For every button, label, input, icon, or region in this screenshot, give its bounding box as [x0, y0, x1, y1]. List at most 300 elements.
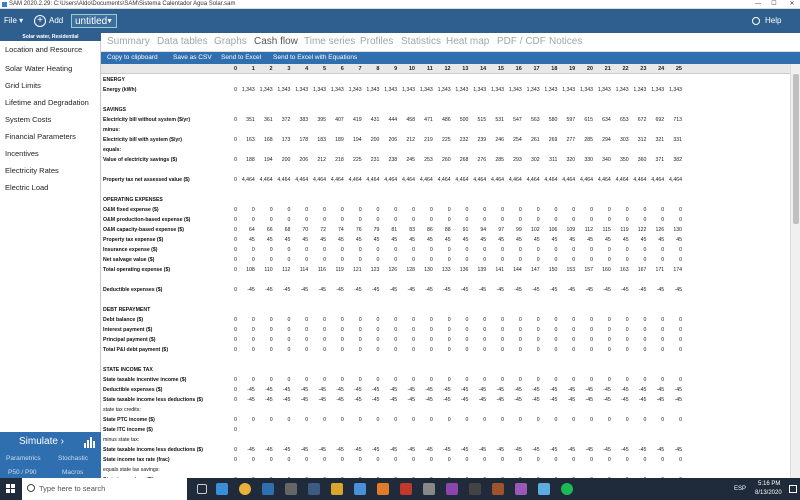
table-cell[interactable]: 0: [554, 217, 558, 223]
table-cell[interactable]: 99: [516, 227, 522, 233]
table-cell[interactable]: -45: [336, 287, 344, 293]
table-cell[interactable]: 45: [640, 237, 647, 243]
table-cell[interactable]: -45: [460, 287, 469, 293]
table-cell[interactable]: 4,464: [348, 177, 362, 183]
sidebar-item[interactable]: Lifetime and Degradation: [5, 98, 89, 107]
tab-summary[interactable]: Summary: [107, 36, 150, 47]
table-cell[interactable]: 0: [625, 377, 629, 383]
table-cell[interactable]: 486: [441, 117, 451, 123]
table-cell[interactable]: 0: [554, 327, 558, 333]
table-cell[interactable]: 0: [679, 257, 682, 263]
table-cell[interactable]: 0: [376, 327, 380, 333]
table-cell[interactable]: 4,464: [455, 177, 469, 183]
table-cell[interactable]: 0: [251, 247, 255, 253]
table-cell[interactable]: 0: [536, 217, 540, 223]
table-cell[interactable]: 0: [234, 217, 237, 223]
table-cell[interactable]: -45: [674, 287, 682, 293]
table-cell[interactable]: 0: [305, 217, 309, 223]
p50-p90-button[interactable]: P50 / P90: [8, 469, 37, 476]
table-cell[interactable]: 83: [409, 227, 415, 233]
table-cell[interactable]: 45: [551, 237, 558, 243]
table-cell[interactable]: 4,464: [419, 177, 433, 183]
table-cell[interactable]: 0: [269, 347, 273, 353]
table-cell[interactable]: 0: [590, 337, 593, 343]
app-icon-lightblue[interactable]: [538, 483, 550, 495]
app-icon-purple[interactable]: [446, 483, 458, 495]
table-cell[interactable]: 0: [269, 317, 273, 323]
table-cell[interactable]: -45: [300, 397, 309, 403]
table-cell[interactable]: 0: [661, 347, 665, 353]
table-cell[interactable]: -45: [407, 387, 415, 393]
table-cell[interactable]: 0: [234, 117, 237, 123]
table-cell[interactable]: 183: [317, 137, 326, 143]
table-cell[interactable]: 407: [335, 117, 344, 123]
table-cell[interactable]: 4,464: [241, 177, 255, 183]
table-cell[interactable]: 0: [447, 457, 451, 463]
table-cell[interactable]: 45: [302, 237, 309, 243]
table-cell[interactable]: 86: [427, 227, 433, 233]
table-cell[interactable]: 0: [429, 317, 433, 323]
table-cell[interactable]: 0: [661, 247, 665, 253]
table-cell[interactable]: 4,464: [402, 177, 415, 183]
table-cell[interactable]: 0: [465, 417, 469, 423]
table-cell[interactable]: 1,343: [419, 87, 433, 93]
table-cell[interactable]: 0: [234, 247, 237, 253]
table-cell[interactable]: 382: [673, 157, 682, 163]
table-cell[interactable]: 0: [376, 317, 380, 323]
table-cell[interactable]: 0: [661, 317, 665, 323]
task-view-icon[interactable]: [197, 484, 207, 494]
help-button[interactable]: Help: [765, 16, 782, 25]
table-cell[interactable]: 45: [391, 237, 398, 243]
table-cell[interactable]: 0: [590, 327, 593, 333]
table-cell[interactable]: 157: [584, 267, 593, 273]
table-cell[interactable]: -45: [656, 387, 665, 393]
table-cell[interactable]: 122: [637, 227, 647, 233]
table-cell[interactable]: 0: [376, 457, 380, 463]
table-cell[interactable]: 0: [429, 347, 433, 353]
table-cell[interactable]: 0: [483, 317, 487, 323]
table-cell[interactable]: 0: [590, 207, 593, 213]
table-cell[interactable]: 45: [658, 237, 665, 243]
table-cell[interactable]: -45: [389, 447, 398, 453]
table-cell[interactable]: -45: [265, 387, 273, 393]
table-cell[interactable]: -45: [585, 287, 593, 293]
table-cell[interactable]: -45: [318, 447, 326, 453]
table-cell[interactable]: -45: [282, 287, 291, 293]
table-cell[interactable]: 0: [394, 257, 398, 263]
table-cell[interactable]: 0: [323, 217, 326, 223]
table-cell[interactable]: 1,343: [241, 87, 255, 93]
table-cell[interactable]: 0: [340, 207, 344, 213]
table-cell[interactable]: 0: [625, 317, 629, 323]
table-cell[interactable]: 0: [412, 217, 415, 223]
table-cell[interactable]: 225: [352, 157, 362, 163]
stochastic-button[interactable]: Stochastic: [58, 455, 88, 462]
table-cell[interactable]: 108: [246, 267, 255, 273]
table-cell[interactable]: 126: [388, 267, 398, 273]
windows-start-icon[interactable]: [0, 478, 22, 500]
scrollbar-thumb[interactable]: [793, 74, 799, 224]
table-cell[interactable]: 0: [518, 337, 522, 343]
table-cell[interactable]: 0: [376, 217, 380, 223]
table-cell[interactable]: 0: [483, 327, 487, 333]
table-cell[interactable]: 0: [625, 327, 629, 333]
table-cell[interactable]: -45: [549, 387, 558, 393]
table-cell[interactable]: 285: [495, 157, 504, 163]
table-cell[interactable]: 0: [251, 377, 255, 383]
table-cell[interactable]: 261: [530, 137, 540, 143]
table-cell[interactable]: 4,464: [651, 177, 665, 183]
table-cell[interactable]: -45: [496, 447, 504, 453]
table-cell[interactable]: 0: [394, 377, 398, 383]
table-cell[interactable]: 168: [263, 137, 273, 143]
table-cell[interactable]: 114: [299, 267, 309, 273]
table-cell[interactable]: 1,343: [366, 87, 380, 93]
table-cell[interactable]: 163: [619, 267, 629, 273]
table-cell[interactable]: 1,343: [330, 87, 344, 93]
table-cell[interactable]: 0: [429, 457, 433, 463]
table-cell[interactable]: 395: [317, 117, 326, 123]
table-cell[interactable]: 4,464: [437, 177, 451, 183]
table-cell[interactable]: 0: [679, 457, 682, 463]
table-cell[interactable]: 0: [518, 217, 522, 223]
table-cell[interactable]: 0: [607, 377, 611, 383]
table-cell[interactable]: -45: [638, 397, 647, 403]
table-cell[interactable]: 1,343: [669, 87, 682, 93]
tab-profiles[interactable]: Profiles: [360, 36, 394, 47]
table-cell[interactable]: 0: [607, 417, 611, 423]
table-cell[interactable]: -45: [585, 387, 593, 393]
table-cell[interactable]: 0: [234, 87, 237, 93]
table-cell[interactable]: 0: [394, 317, 398, 323]
table-cell[interactable]: 0: [590, 377, 593, 383]
tab-notices[interactable]: Notices: [549, 36, 583, 47]
table-cell[interactable]: 0: [394, 417, 398, 423]
table-cell[interactable]: 4,464: [580, 177, 593, 183]
table-cell[interactable]: 0: [287, 327, 291, 333]
table-cell[interactable]: 0: [447, 217, 451, 223]
table-cell[interactable]: 0: [340, 337, 344, 343]
table-cell[interactable]: 361: [263, 117, 273, 123]
table-cell[interactable]: 0: [590, 257, 593, 263]
table-cell[interactable]: 0: [572, 247, 576, 253]
table-cell[interactable]: 294: [602, 137, 611, 143]
table-cell[interactable]: 0: [679, 217, 682, 223]
table-cell[interactable]: 0: [625, 247, 629, 253]
table-cell[interactable]: 133: [441, 267, 451, 273]
table-cell[interactable]: 371: [655, 157, 665, 163]
table-cell[interactable]: -45: [496, 387, 504, 393]
table-cell[interactable]: -45: [443, 447, 451, 453]
table-cell[interactable]: 128: [406, 267, 415, 273]
edge-icon[interactable]: [216, 483, 228, 495]
table-cell[interactable]: 254: [513, 137, 522, 143]
table-cell[interactable]: 0: [376, 247, 380, 253]
table-cell[interactable]: -45: [567, 387, 576, 393]
table-cell[interactable]: 0: [590, 347, 593, 353]
table-cell[interactable]: 0: [483, 417, 487, 423]
table-cell[interactable]: 0: [572, 207, 576, 213]
table-cell[interactable]: -45: [443, 287, 451, 293]
table-cell[interactable]: 0: [269, 377, 273, 383]
table-cell[interactable]: -45: [425, 397, 433, 403]
table-cell[interactable]: -45: [603, 287, 611, 293]
clock-time[interactable]: 5:16 PM: [758, 481, 781, 487]
table-cell[interactable]: 160: [602, 267, 611, 273]
tab-heat-map[interactable]: Heat map: [446, 36, 490, 47]
table-cell[interactable]: 45: [569, 237, 576, 243]
clock-date[interactable]: 8/13/2020: [755, 490, 782, 496]
table-cell[interactable]: 0: [536, 247, 540, 253]
table-cell[interactable]: -45: [567, 397, 576, 403]
steam-icon[interactable]: [308, 483, 320, 495]
table-cell[interactable]: 1,343: [651, 87, 665, 93]
table-cell[interactable]: 153: [566, 267, 576, 273]
table-cell[interactable]: 0: [554, 337, 558, 343]
table-cell[interactable]: 0: [323, 257, 326, 263]
table-cell[interactable]: 0: [251, 317, 255, 323]
table-cell[interactable]: -45: [532, 287, 540, 293]
table-cell[interactable]: 0: [625, 417, 629, 423]
table-cell[interactable]: 45: [320, 237, 326, 243]
table-cell[interactable]: 419: [352, 117, 362, 123]
table-cell[interactable]: 0: [554, 417, 558, 423]
table-cell[interactable]: -45: [585, 397, 593, 403]
table-cell[interactable]: -45: [514, 287, 522, 293]
macros-button[interactable]: Macros: [62, 469, 84, 476]
app-icon-violet[interactable]: [515, 483, 527, 495]
table-cell[interactable]: -45: [300, 387, 309, 393]
table-cell[interactable]: 0: [554, 207, 558, 213]
table-cell[interactable]: 167: [637, 267, 647, 273]
table-cell[interactable]: 0: [447, 347, 451, 353]
table-cell[interactable]: 0: [287, 217, 291, 223]
tab-data-tables[interactable]: Data tables: [157, 36, 208, 47]
table-cell[interactable]: 0: [572, 257, 576, 263]
table-cell[interactable]: 0: [518, 257, 522, 263]
table-cell[interactable]: 0: [590, 217, 593, 223]
table-cell[interactable]: 1,343: [597, 87, 611, 93]
table-cell[interactable]: 672: [637, 117, 647, 123]
table-cell[interactable]: 615: [584, 117, 593, 123]
table-cell[interactable]: -45: [496, 287, 504, 293]
table-cell[interactable]: 232: [459, 137, 469, 143]
table-cell[interactable]: 0: [643, 247, 647, 253]
table-cell[interactable]: 0: [412, 247, 415, 253]
table-cell[interactable]: 119: [620, 227, 629, 233]
table-cell[interactable]: 0: [607, 317, 611, 323]
table-cell[interactable]: 351: [246, 117, 255, 123]
table-cell[interactable]: 4,464: [526, 177, 540, 183]
table-cell[interactable]: 116: [317, 267, 326, 273]
table-cell[interactable]: -45: [603, 447, 611, 453]
table-cell[interactable]: 45: [266, 237, 273, 243]
table-cell[interactable]: 144: [513, 267, 522, 273]
table-cell[interactable]: -45: [656, 397, 665, 403]
table-cell[interactable]: 0: [643, 337, 647, 343]
table-cell[interactable]: -45: [443, 397, 451, 403]
table-cell[interactable]: 0: [625, 207, 629, 213]
table-cell[interactable]: 0: [643, 217, 647, 223]
table-cell[interactable]: 0: [376, 377, 380, 383]
table-cell[interactable]: -45: [585, 447, 593, 453]
table-cell[interactable]: 0: [607, 337, 611, 343]
table-cell[interactable]: 0: [501, 347, 504, 353]
table-cell[interactable]: -45: [656, 447, 665, 453]
table-cell[interactable]: 0: [590, 457, 593, 463]
table-cell[interactable]: 0: [234, 417, 237, 423]
table-cell[interactable]: 0: [590, 247, 593, 253]
app-icon-red[interactable]: [400, 483, 412, 495]
table-cell[interactable]: 0: [269, 247, 273, 253]
table-cell[interactable]: 109: [566, 227, 576, 233]
table-cell[interactable]: 189: [335, 137, 344, 143]
table-cell[interactable]: 200: [370, 137, 380, 143]
table-cell[interactable]: -45: [478, 447, 487, 453]
table-cell[interactable]: 0: [643, 347, 647, 353]
table-cell[interactable]: -45: [336, 447, 344, 453]
table-cell[interactable]: 0: [465, 317, 469, 323]
table-cell[interactable]: 0: [305, 417, 309, 423]
table-cell[interactable]: 0: [305, 457, 309, 463]
table-cell[interactable]: -45: [354, 287, 362, 293]
table-cell[interactable]: 115: [602, 227, 611, 233]
sidebar-item[interactable]: System Costs: [5, 115, 52, 124]
table-cell[interactable]: 500: [459, 117, 469, 123]
table-cell[interactable]: 350: [619, 157, 629, 163]
table-cell[interactable]: -45: [460, 387, 469, 393]
table-cell[interactable]: 547: [513, 117, 522, 123]
table-cell[interactable]: 0: [483, 257, 487, 263]
table-cell[interactable]: 471: [424, 117, 433, 123]
table-cell[interactable]: 231: [370, 157, 380, 163]
table-cell[interactable]: 0: [607, 327, 611, 333]
table-cell[interactable]: 0: [572, 457, 576, 463]
table-cell[interactable]: 458: [406, 117, 415, 123]
table-cell[interactable]: 0: [412, 337, 415, 343]
table-cell[interactable]: 0: [501, 257, 504, 263]
cash-flow-table[interactable]: [101, 64, 790, 478]
table-cell[interactable]: -45: [514, 397, 522, 403]
table-cell[interactable]: 0: [234, 377, 237, 383]
table-cell[interactable]: 0: [679, 347, 682, 353]
table-cell[interactable]: 0: [536, 257, 540, 263]
table-cell[interactable]: 1,343: [526, 87, 540, 93]
table-cell[interactable]: 91: [462, 227, 469, 233]
table-cell[interactable]: -45: [532, 387, 540, 393]
table-cell[interactable]: 4,464: [669, 177, 682, 183]
table-cell[interactable]: 0: [679, 337, 682, 343]
table-cell[interactable]: 302: [530, 157, 540, 163]
minimize-button[interactable]: —: [755, 1, 761, 7]
table-cell[interactable]: 444: [388, 117, 398, 123]
table-cell[interactable]: 0: [376, 347, 380, 353]
table-cell[interactable]: 0: [358, 257, 362, 263]
table-cell[interactable]: -45: [282, 397, 291, 403]
table-cell[interactable]: 76: [355, 227, 362, 233]
table-cell[interactable]: -45: [603, 387, 611, 393]
table-cell[interactable]: 0: [305, 207, 309, 213]
table-cell[interactable]: 0: [536, 317, 540, 323]
save-as-csv-button[interactable]: Save as CSV: [173, 54, 212, 61]
table-cell[interactable]: 0: [572, 347, 576, 353]
table-cell[interactable]: 0: [447, 377, 451, 383]
table-cell[interactable]: 0: [412, 457, 415, 463]
table-cell[interactable]: 1,343: [277, 87, 291, 93]
table-cell[interactable]: 268: [459, 157, 469, 163]
table-cell[interactable]: 303: [619, 137, 629, 143]
table-cell[interactable]: -45: [407, 287, 415, 293]
table-cell[interactable]: -45: [389, 287, 398, 293]
table-cell[interactable]: 150: [548, 267, 558, 273]
table-cell[interactable]: 45: [249, 237, 255, 243]
table-cell[interactable]: 245: [406, 157, 415, 163]
table-cell[interactable]: 1,343: [455, 87, 469, 93]
table-cell[interactable]: 4,464: [597, 177, 611, 183]
table-cell[interactable]: -45: [265, 397, 273, 403]
table-cell[interactable]: 0: [679, 247, 682, 253]
table-cell[interactable]: 239: [477, 137, 487, 143]
table-cell[interactable]: 0: [554, 347, 558, 353]
table-cell[interactable]: 121: [352, 267, 362, 273]
table-cell[interactable]: 194: [263, 157, 273, 163]
table-cell[interactable]: 0: [518, 327, 522, 333]
table-cell[interactable]: -45: [496, 397, 504, 403]
table-cell[interactable]: -45: [638, 287, 647, 293]
table-cell[interactable]: 0: [483, 347, 487, 353]
table-cell[interactable]: 0: [251, 417, 255, 423]
table-cell[interactable]: 331: [673, 137, 682, 143]
table-cell[interactable]: 1,343: [313, 87, 326, 93]
table-cell[interactable]: -45: [282, 447, 291, 453]
table-cell[interactable]: -45: [532, 447, 540, 453]
app-icon-yellow[interactable]: [331, 483, 343, 495]
app-icon-orange[interactable]: [377, 483, 389, 495]
table-cell[interactable]: 0: [358, 207, 362, 213]
table-cell[interactable]: 68: [284, 227, 291, 233]
table-cell[interactable]: 0: [518, 347, 522, 353]
table-cell[interactable]: 0: [340, 377, 344, 383]
table-cell[interactable]: 0: [483, 337, 487, 343]
table-cell[interactable]: 0: [501, 207, 504, 213]
table-cell[interactable]: 0: [251, 327, 255, 333]
table-cell[interactable]: 0: [340, 257, 344, 263]
table-cell[interactable]: 1,343: [615, 87, 629, 93]
table-cell[interactable]: 72: [320, 227, 326, 233]
table-cell[interactable]: 0: [572, 317, 576, 323]
table-cell[interactable]: 81: [391, 227, 398, 233]
table-cell[interactable]: 0: [323, 337, 326, 343]
table-cell[interactable]: 0: [269, 327, 273, 333]
table-cell[interactable]: 70: [302, 227, 309, 233]
table-cell[interactable]: -45: [638, 447, 647, 453]
table-cell[interactable]: 79: [373, 227, 380, 233]
table-cell[interactable]: 0: [287, 317, 291, 323]
table-cell[interactable]: 0: [358, 217, 362, 223]
table-cell[interactable]: 0: [679, 327, 682, 333]
table-cell[interactable]: 0: [234, 447, 237, 453]
table-cell[interactable]: 123: [370, 267, 380, 273]
table-cell[interactable]: 0: [429, 327, 433, 333]
table-cell[interactable]: -45: [621, 387, 629, 393]
table-cell[interactable]: 0: [305, 377, 309, 383]
table-cell[interactable]: 0: [412, 347, 415, 353]
table-cell[interactable]: 1,343: [473, 87, 487, 93]
table-cell[interactable]: 0: [358, 417, 362, 423]
table-cell[interactable]: 0: [340, 217, 344, 223]
table-cell[interactable]: 0: [643, 257, 647, 263]
